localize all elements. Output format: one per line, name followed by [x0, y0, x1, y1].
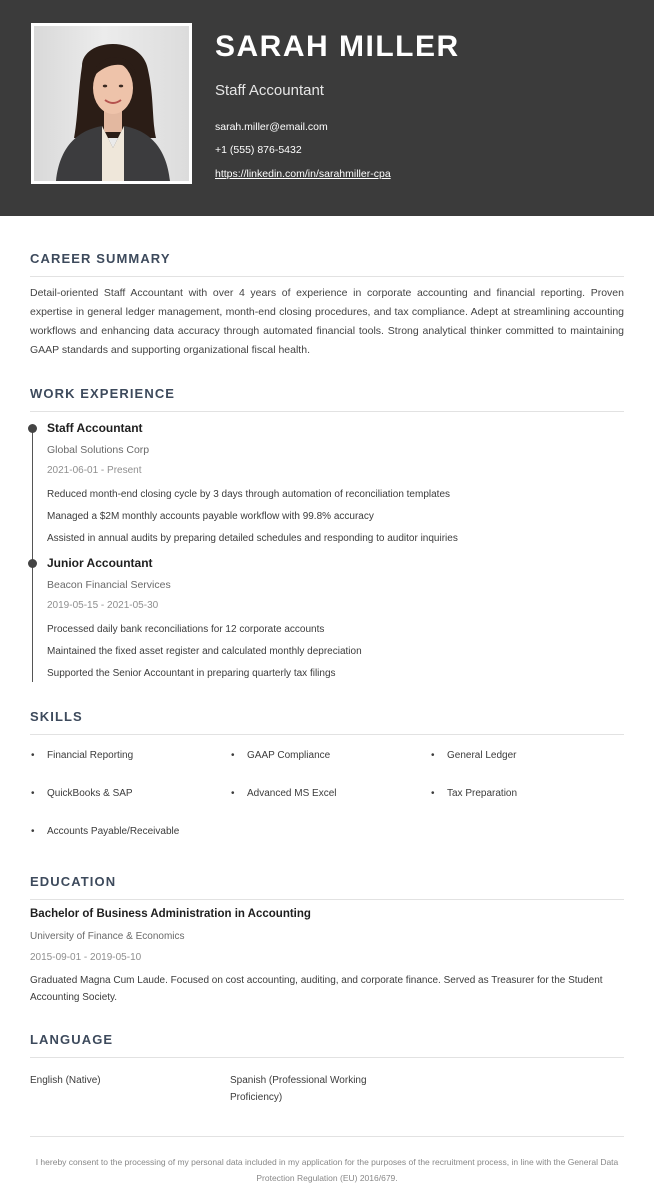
profile-photo [34, 26, 189, 181]
contact-email: sarah.miller@email.com [215, 121, 328, 133]
job-achievement: Supported the Senior Accountant in preparing quarterly tax filings [47, 668, 336, 679]
section-title-language: LANGUAGE [30, 1032, 114, 1047]
section-title-education: EDUCATION [30, 874, 117, 889]
profile-photo-frame [31, 23, 192, 184]
job-company: Global Solutions Corp [47, 444, 150, 456]
skill-item: • General Ledger [431, 750, 517, 761]
section-divider [30, 734, 624, 735]
section-divider [30, 276, 624, 277]
job-achievement: Processed daily bank reconciliations for 12 corporate accounts [47, 624, 325, 635]
skill-item: • Accounts Payable/Receivable [31, 826, 180, 837]
job-achievement: Managed a $2M monthly accounts payable workflow with 99.8% accuracy [47, 511, 374, 522]
skill-item: • Tax Preparation [431, 788, 518, 799]
education-description: Graduated Magna Cum Laude. Focused on cost accounting, auditing, and corporate finance. Served as Treasurer for the Student Accounting Society. [30, 975, 603, 1003]
timeline-dot [28, 424, 37, 433]
section-title-work-experience: WORK EXPERIENCE [30, 386, 176, 401]
job-title: Junior Accountant [47, 556, 153, 570]
job-achievement: Assisted in annual audits by preparing detailed schedules and responding to auditor inquiries [47, 533, 458, 544]
education-dates: 2015-09-01 - 2019-05-10 [30, 952, 142, 963]
job-dates: 2021-06-01 - Present [47, 465, 142, 476]
job-dates: 2019-05-15 - 2021-05-30 [47, 600, 159, 611]
bullet-icon: • [31, 826, 35, 837]
linkedin-link[interactable]: https://linkedin.com/in/sarahmiller-cpa [215, 168, 391, 180]
language-item: English (Native) [30, 1075, 101, 1086]
section-title-career-summary: CAREER SUMMARY [30, 251, 171, 266]
language-item: Spanish (Professional Working Proficiency) [230, 1075, 367, 1103]
skill-item: • Financial Reporting [31, 750, 134, 761]
section-title-skills: SKILLS [30, 709, 83, 724]
timeline-dot [28, 559, 37, 568]
job-achievement: Reduced month-end closing cycle by 3 days through automation of reconciliation templates [47, 489, 451, 500]
portrait-image [34, 26, 189, 181]
bullet-icon: • [31, 750, 35, 761]
candidate-title: Staff Accountant [215, 82, 324, 99]
job-company: Beacon Financial Services [47, 579, 171, 591]
section-divider [30, 899, 624, 900]
bullet-icon: • [231, 750, 235, 761]
bullet-icon: • [31, 788, 35, 799]
contact-phone: +1 (555) 876-5432 [215, 144, 302, 156]
section-divider [30, 411, 624, 412]
section-divider [30, 1057, 624, 1058]
resume-header [0, 0, 654, 216]
bullet-icon: • [431, 750, 435, 761]
bullet-icon: • [431, 788, 435, 799]
skill-item: • GAAP Compliance [231, 750, 331, 761]
skill-item: • QuickBooks & SAP [31, 788, 133, 799]
footer-divider [30, 1136, 624, 1137]
career-summary-text: Detail-oriented Staff Accountant with over 4 years of experience in corporate accounting and financial reporting. Proven expertise in general ledger management, month-end closing procedures, and tax compliance. Adept at streamlining accounting workflows and enhancing data accuracy through automated financial tools. Strong analytical thinker committed to maintaining GAAP standards and supporting organizational fiscal health. [30, 287, 624, 356]
bullet-icon: • [231, 788, 235, 799]
education-degree: Bachelor of Business Administration in Accounting [30, 908, 311, 920]
job-achievement: Maintained the fixed asset register and calculated monthly depreciation [47, 646, 362, 657]
skill-item: • Advanced MS Excel [231, 788, 337, 799]
candidate-name: SARAH MILLER [215, 30, 460, 63]
education-school: University of Finance & Economics [30, 931, 185, 942]
experience-timeline [32, 426, 33, 682]
job-title: Staff Accountant [47, 421, 143, 435]
gdpr-consent-text: I hereby consent to the processing of my personal data included in my application for the purposes of the recruitment process, in line with the General Data Protection Regulation (EU) 2016/679. [35, 1157, 619, 1183]
